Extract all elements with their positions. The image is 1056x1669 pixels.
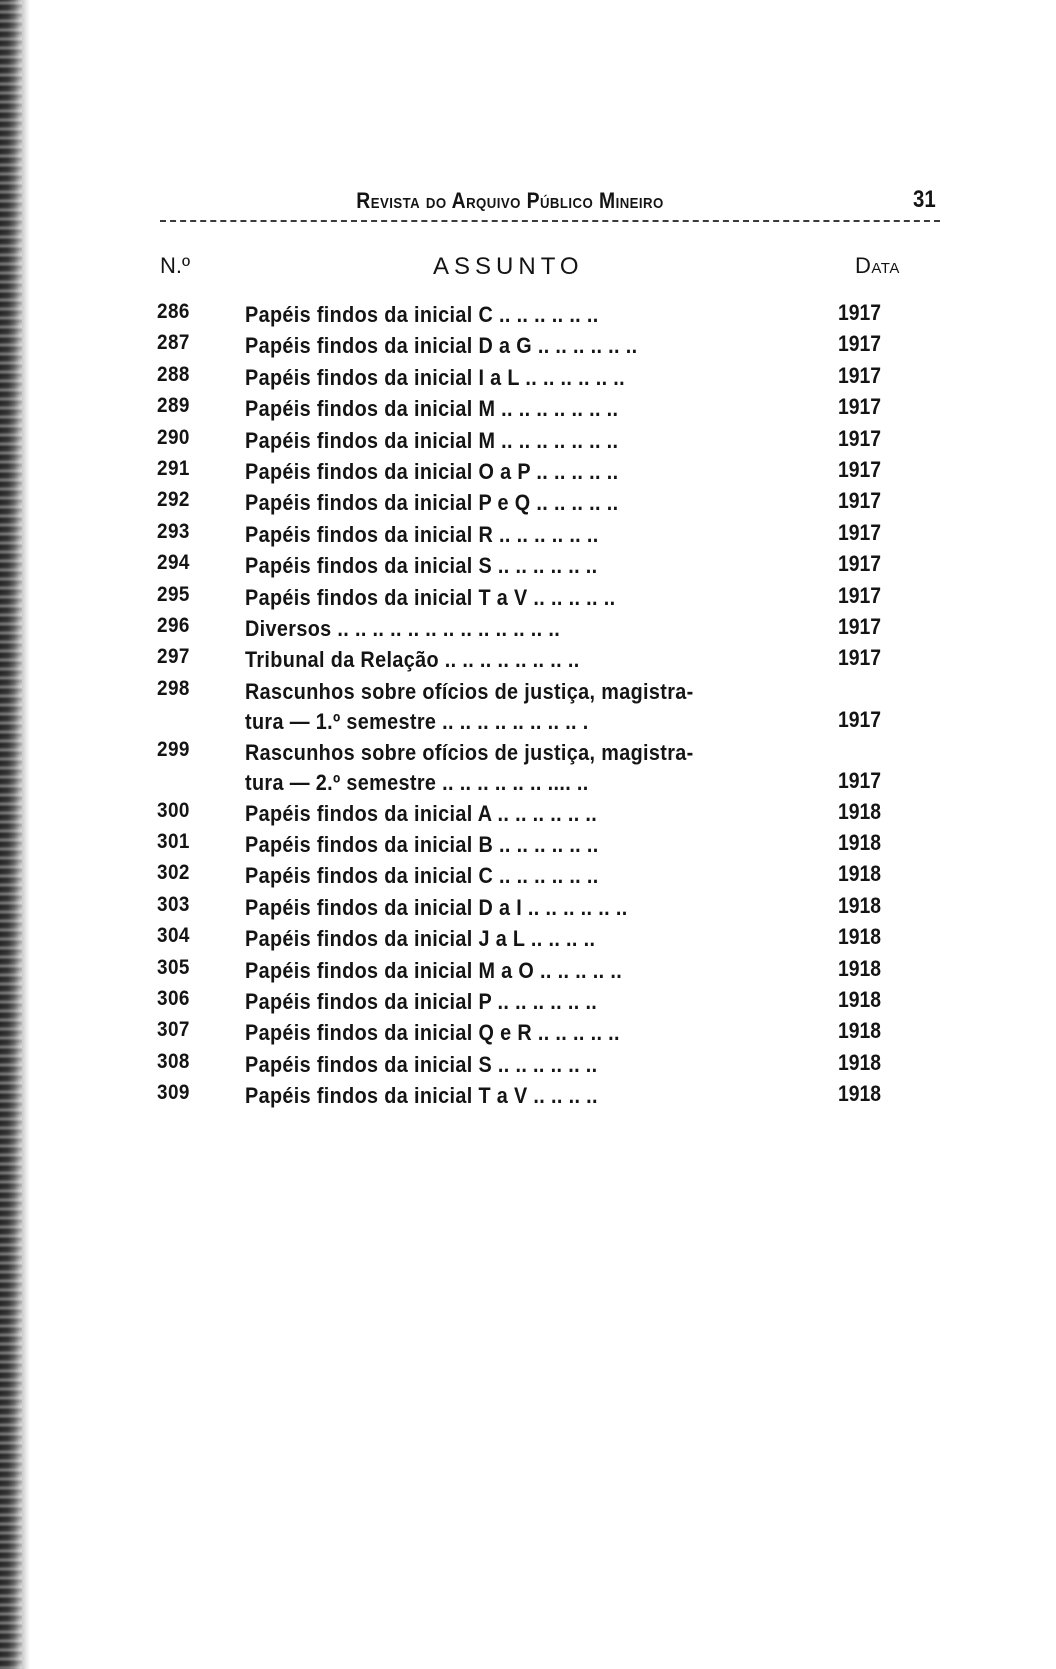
row-date: 1917: [838, 519, 882, 545]
row-subject-line: Papéis findos da inicial B .. .. .. .. .. ..: [245, 832, 599, 858]
row-date: 1917: [838, 488, 882, 514]
row-date: 1918: [838, 861, 882, 887]
table-row: [0, 614, 1056, 645]
row-subject-line: Papéis findos da inicial I a L .. .. .. .. .. ..: [245, 364, 626, 390]
running-head: [160, 186, 940, 222]
table-row: [0, 987, 1056, 1018]
row-date: 1917: [838, 582, 882, 608]
row-number: 287: [157, 331, 190, 355]
column-header-date: Data: [855, 253, 900, 278]
row-subject-line: Papéis findos da inicial M .. .. .. .. .. .. ..: [245, 396, 619, 422]
table-row: [0, 677, 1056, 738]
row-number: 299: [157, 737, 190, 761]
row-subject-line: Papéis findos da inicial M a O .. .. .. .. ..: [245, 957, 623, 983]
row-subject: [245, 799, 745, 829]
row-subject-line: Papéis findos da inicial D a I .. .. .. .. .. ..: [245, 894, 628, 920]
running-title: Revista do Arquivo Público Mineiro: [356, 188, 664, 213]
row-number: 308: [157, 1049, 190, 1073]
row-date: 1918: [838, 830, 882, 856]
row-number: 286: [157, 300, 190, 323]
row-subject-line: Papéis findos da inicial P .. .. .. .. .. ..: [245, 989, 598, 1015]
table-row: [0, 520, 1056, 551]
table-row: [0, 956, 1056, 987]
row-subject: [245, 331, 745, 361]
row-subject: [245, 645, 745, 675]
row-subject-line: Papéis findos da inicial R .. .. .. .. .. ..: [245, 521, 599, 547]
row-subject-line: tura — 2.º semestre .. .. .. .. .. .. .... ..: [245, 769, 589, 795]
row-subject: [245, 394, 745, 424]
row-number: 296: [157, 613, 190, 637]
row-subject: [245, 551, 745, 581]
row-number: 307: [157, 1018, 190, 1042]
row-subject-line: Papéis findos da inicial A .. .. .. .. .. ..: [245, 800, 598, 826]
row-date: 1918: [838, 924, 882, 950]
row-subject: [245, 363, 745, 393]
row-subject-line: Papéis findos da inicial T a V .. .. .. .. ..: [245, 584, 616, 610]
column-header-subject: ASSUNTO: [433, 253, 584, 280]
table-row: [0, 551, 1056, 582]
row-date: 1918: [838, 1018, 882, 1044]
row-number: 295: [157, 582, 190, 606]
row-number: 301: [157, 830, 190, 854]
row-number: 302: [157, 861, 190, 885]
row-subject: [245, 1018, 745, 1048]
row-number: 298: [157, 676, 190, 700]
row-subject-line: Papéis findos da inicial C .. .. .. .. .. ..: [245, 863, 599, 889]
row-date: 1917: [838, 456, 882, 482]
row-date: 1918: [838, 987, 882, 1013]
table-row: [0, 893, 1056, 924]
row-subject-line: Papéis findos da inicial O a P .. .. .. .. ..: [245, 458, 619, 484]
row-subject: [245, 677, 745, 737]
row-date: 1918: [838, 955, 882, 981]
row-number: 303: [157, 892, 190, 916]
row-number: 292: [157, 488, 190, 512]
row-number: 304: [157, 924, 190, 948]
row-subject-line: Tribunal da Relação .. .. .. .. .. .. .. ..: [245, 647, 580, 673]
row-subject-line: Papéis findos da inicial Q e R .. .. .. .. ..: [245, 1020, 620, 1046]
row-subject: [245, 987, 745, 1017]
row-number: 305: [157, 955, 190, 979]
row-number: 309: [157, 1081, 190, 1105]
row-subject: [245, 956, 745, 986]
row-subject-line: Papéis findos da inicial T a V .. .. .. ..: [245, 1083, 598, 1109]
row-subject-line: Papéis findos da inicial J a L .. .. .. ..: [245, 926, 596, 952]
row-subject-line: Papéis findos da inicial M .. .. .. .. .. .. ..: [245, 427, 619, 453]
row-number: 290: [157, 425, 190, 449]
row-subject: [245, 426, 745, 456]
row-date: 1918: [838, 892, 882, 918]
row-date: 1918: [838, 1049, 882, 1075]
table-row: [0, 394, 1056, 425]
table-row: [0, 799, 1056, 830]
row-subject: [245, 457, 745, 487]
table-row: [0, 1050, 1056, 1081]
row-subject: [245, 830, 745, 860]
row-date: 1917: [838, 767, 882, 793]
row-subject: [245, 924, 745, 954]
table-row: [0, 738, 1056, 799]
table-row: [0, 924, 1056, 955]
row-subject: [245, 520, 745, 550]
table-row: [0, 300, 1056, 331]
row-date: 1917: [838, 331, 882, 357]
table-row: [0, 583, 1056, 614]
row-subject: [245, 893, 745, 923]
row-subject-line: Rascunhos sobre ofícios de justiça, magistra-: [245, 739, 694, 765]
table-row: [0, 488, 1056, 519]
row-date: 1917: [838, 425, 882, 451]
row-number: 297: [157, 645, 190, 669]
row-date: 1918: [838, 1081, 882, 1107]
row-subject-line: Papéis findos da inicial S .. .. .. .. .. ..: [245, 1051, 598, 1077]
row-subject: [245, 583, 745, 613]
row-subject: [245, 738, 745, 798]
page-number: 31: [913, 186, 936, 213]
table-row: [0, 331, 1056, 362]
column-header-number: N.º: [160, 253, 191, 278]
table-row: [0, 861, 1056, 892]
table-row: [0, 363, 1056, 394]
row-subject-line: Diversos .. .. .. .. .. .. .. .. .. .. .. .. ..: [245, 615, 561, 641]
row-number: 291: [157, 456, 190, 480]
row-number: 293: [157, 519, 190, 543]
row-subject-line: tura — 1.º semestre .. .. .. .. .. .. .. .. .: [245, 708, 589, 734]
row-subject: [245, 861, 745, 891]
row-subject-line: Rascunhos sobre ofícios de justiça, magistra-: [245, 678, 694, 704]
row-number: 300: [157, 798, 190, 822]
row-subject: [245, 300, 745, 330]
table-row: [0, 830, 1056, 861]
row-date: 1917: [838, 362, 882, 388]
table-row: [0, 1081, 1056, 1112]
row-date: 1918: [838, 798, 882, 824]
row-subject: [245, 1050, 745, 1080]
row-subject: [245, 614, 745, 644]
records-table: [0, 300, 1056, 1113]
row-subject-line: Papéis findos da inicial C .. .. .. .. .. ..: [245, 302, 599, 327]
row-subject: [245, 1081, 745, 1111]
table-row: [0, 426, 1056, 457]
row-number: 294: [157, 551, 190, 575]
row-subject: [245, 488, 745, 518]
row-subject-line: Papéis findos da inicial D a G .. .. .. .. .. ..: [245, 333, 638, 359]
row-subject-line: Papéis findos da inicial S .. .. .. .. .. ..: [245, 553, 598, 579]
row-date: 1917: [838, 706, 882, 732]
row-subject-line: Papéis findos da inicial P e Q .. .. .. .. ..: [245, 490, 619, 516]
table-row: [0, 1018, 1056, 1049]
row-date: 1917: [838, 394, 882, 420]
row-date: 1917: [838, 613, 882, 639]
table-row: [0, 645, 1056, 676]
row-number: 306: [157, 987, 190, 1011]
row-date: 1917: [838, 300, 882, 325]
row-date: 1917: [838, 645, 882, 671]
row-date: 1917: [838, 551, 882, 577]
row-number: 289: [157, 394, 190, 418]
row-number: 288: [157, 362, 190, 386]
table-row: [0, 457, 1056, 488]
